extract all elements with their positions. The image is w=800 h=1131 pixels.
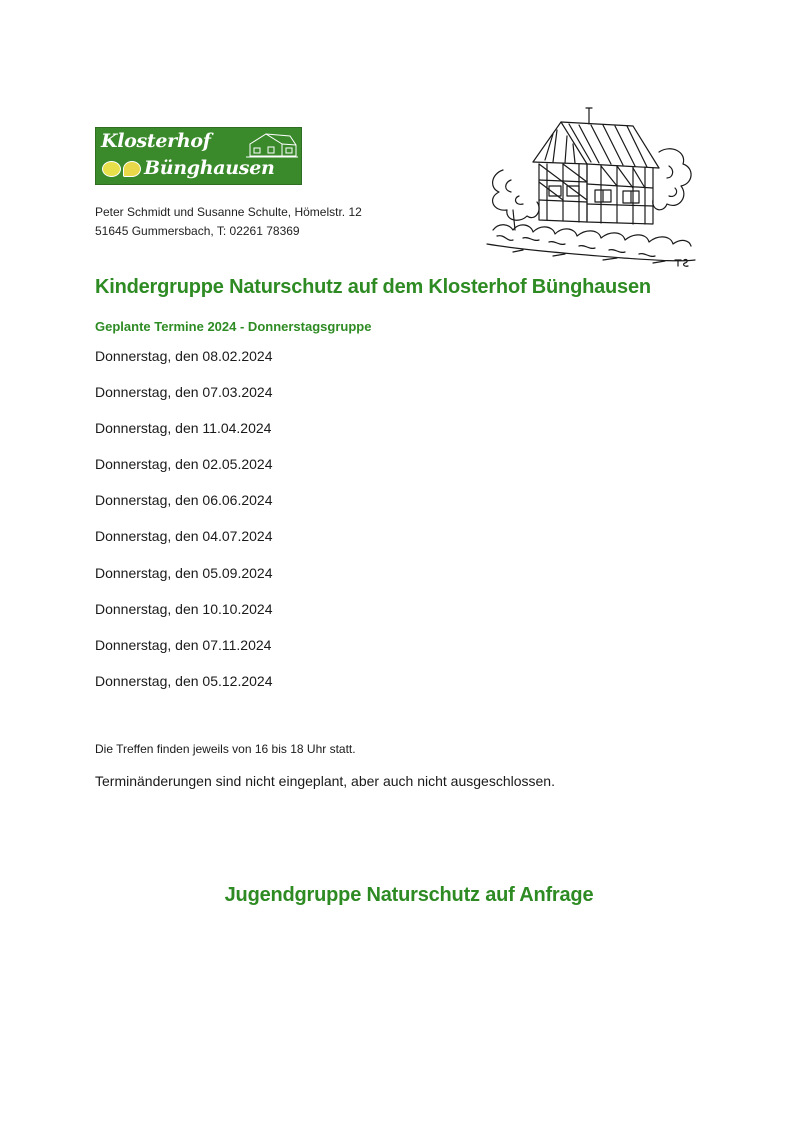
- farmhouse-sketch-image: [483, 100, 698, 270]
- date-item: Donnerstag, den 04.07.2024: [95, 528, 273, 545]
- date-item: Donnerstag, den 07.03.2024: [95, 384, 273, 401]
- date-item: Donnerstag, den 10.10.2024: [95, 600, 273, 617]
- section-subtitle: Geplante Termine 2024 - Donnerstagsgruppe: [95, 319, 372, 334]
- date-item: Donnerstag, den 11.04.2024: [95, 420, 272, 437]
- logo-text-line2: Bünghausen: [144, 157, 275, 179]
- address-line-city: 51645 Gummersbach, T: 02261 78369: [95, 224, 300, 238]
- date-item: Donnerstag, den 05.09.2024: [95, 564, 273, 581]
- bioland-badge-icon: [102, 161, 121, 177]
- leaf-badge-icon: [123, 161, 141, 177]
- page-title: Kindergruppe Naturschutz auf dem Klosterhof Bünghausen: [95, 276, 651, 298]
- logo-house-icon: [244, 130, 300, 160]
- meeting-time-note: Die Treffen finden jeweils von 16 bis 18 Uhr statt.: [95, 742, 356, 756]
- address-line-names: Peter Schmidt und Susanne Schulte, Hömelstr. 12: [95, 205, 362, 219]
- klosterhof-logo: [95, 127, 302, 185]
- date-list: [95, 346, 272, 707]
- date-item: Donnerstag, den 07.11.2024: [95, 636, 272, 653]
- address-block: [95, 203, 362, 241]
- schedule-change-note: Terminänderungen sind nicht eingeplant, aber auch nicht ausgeschlossen.: [95, 773, 555, 789]
- date-item: Donnerstag, den 08.02.2024: [95, 348, 273, 364]
- date-item: Donnerstag, den 05.12.2024: [95, 672, 273, 689]
- logo-text-line1: Klosterhof: [101, 130, 211, 152]
- date-item: Donnerstag, den 06.06.2024: [95, 492, 273, 509]
- date-item: Donnerstag, den 02.05.2024: [95, 456, 273, 473]
- youth-group-title: Jugendgruppe Naturschutz auf Anfrage: [224, 884, 594, 906]
